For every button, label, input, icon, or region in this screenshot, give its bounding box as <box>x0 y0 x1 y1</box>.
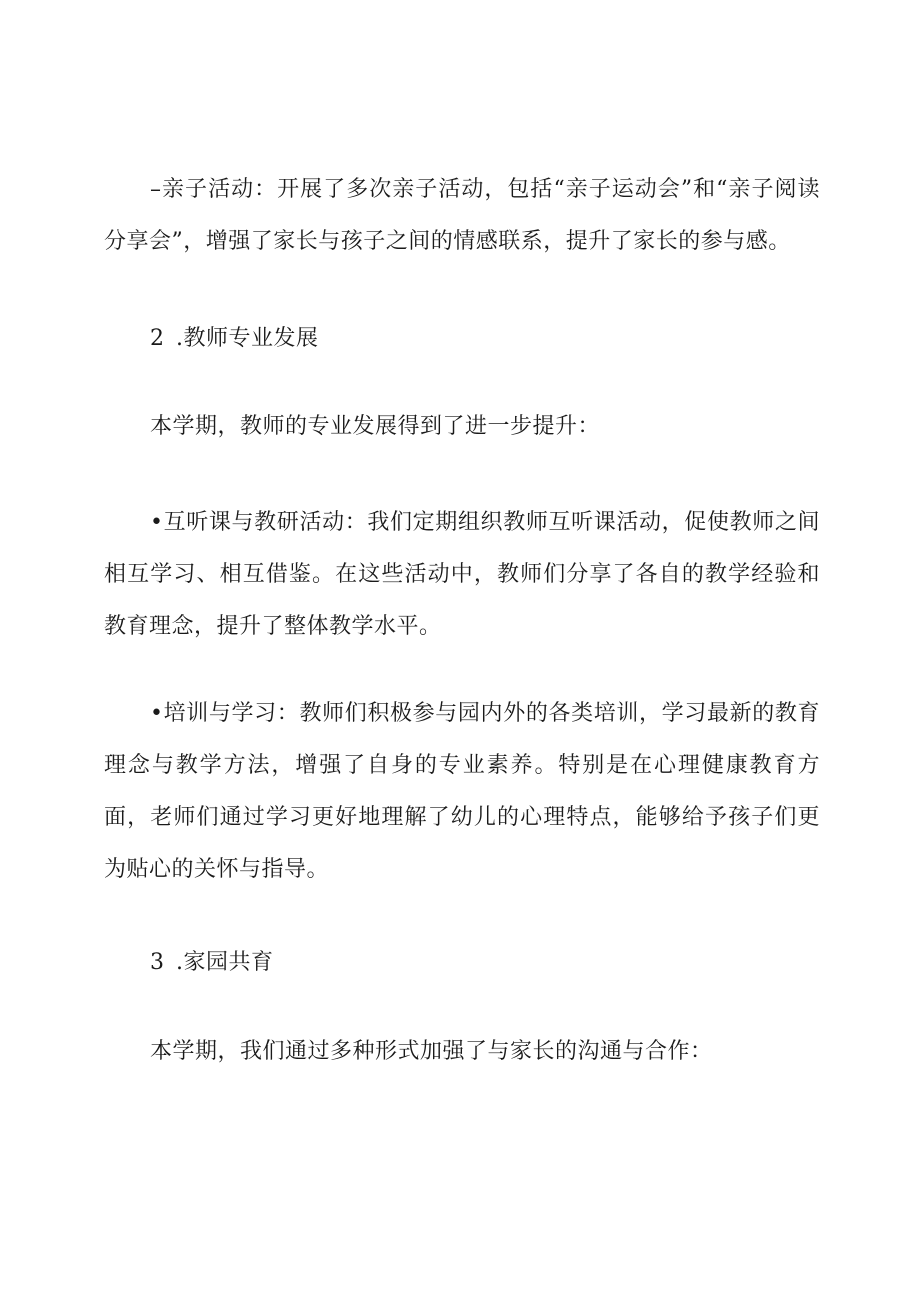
section-heading-home-school <box>150 937 274 989</box>
paragraph-peer-observation: •互听课与教研活动：我们定期组织教师互听课活动，促使教师之间相互学习、相互借鉴。在这些活动中，教师们分享了各自的教学经验和教育理念，提升了整体教学水平。 <box>104 510 820 639</box>
section-number: 2 <box>150 326 165 351</box>
section-number: 3 <box>150 950 165 975</box>
section-heading-teacher-development <box>150 313 319 365</box>
section-title: .家园共育 <box>176 950 274 975</box>
paragraph-teacher-intro: 本学期，教师的专业发展得到了进一步提升： <box>150 414 601 439</box>
section-title: .教师专业发展 <box>176 326 319 351</box>
paragraph-training: •培训与学习：教师们积极参与园内外的各类培训，学习最新的教育理念与教学方法，增强了自身的专业素养。特别是在心理健康教育方面，老师们通过学习更好地理解了幼儿的心理特点，能够给予孩子们更为贴心的关怀与指导。 <box>104 701 820 882</box>
paragraph-homeschool-intro: 本学期，我们通过多种形式加强了与家长的沟通与合作： <box>150 1039 713 1064</box>
paragraph-parent-activity: –亲子活动：开展了多次亲子活动，包括“亲子运动会”和“亲子阅读分享会”，增强了家长与孩子之间的情感联系，提升了家长的参与感。 <box>104 177 820 254</box>
